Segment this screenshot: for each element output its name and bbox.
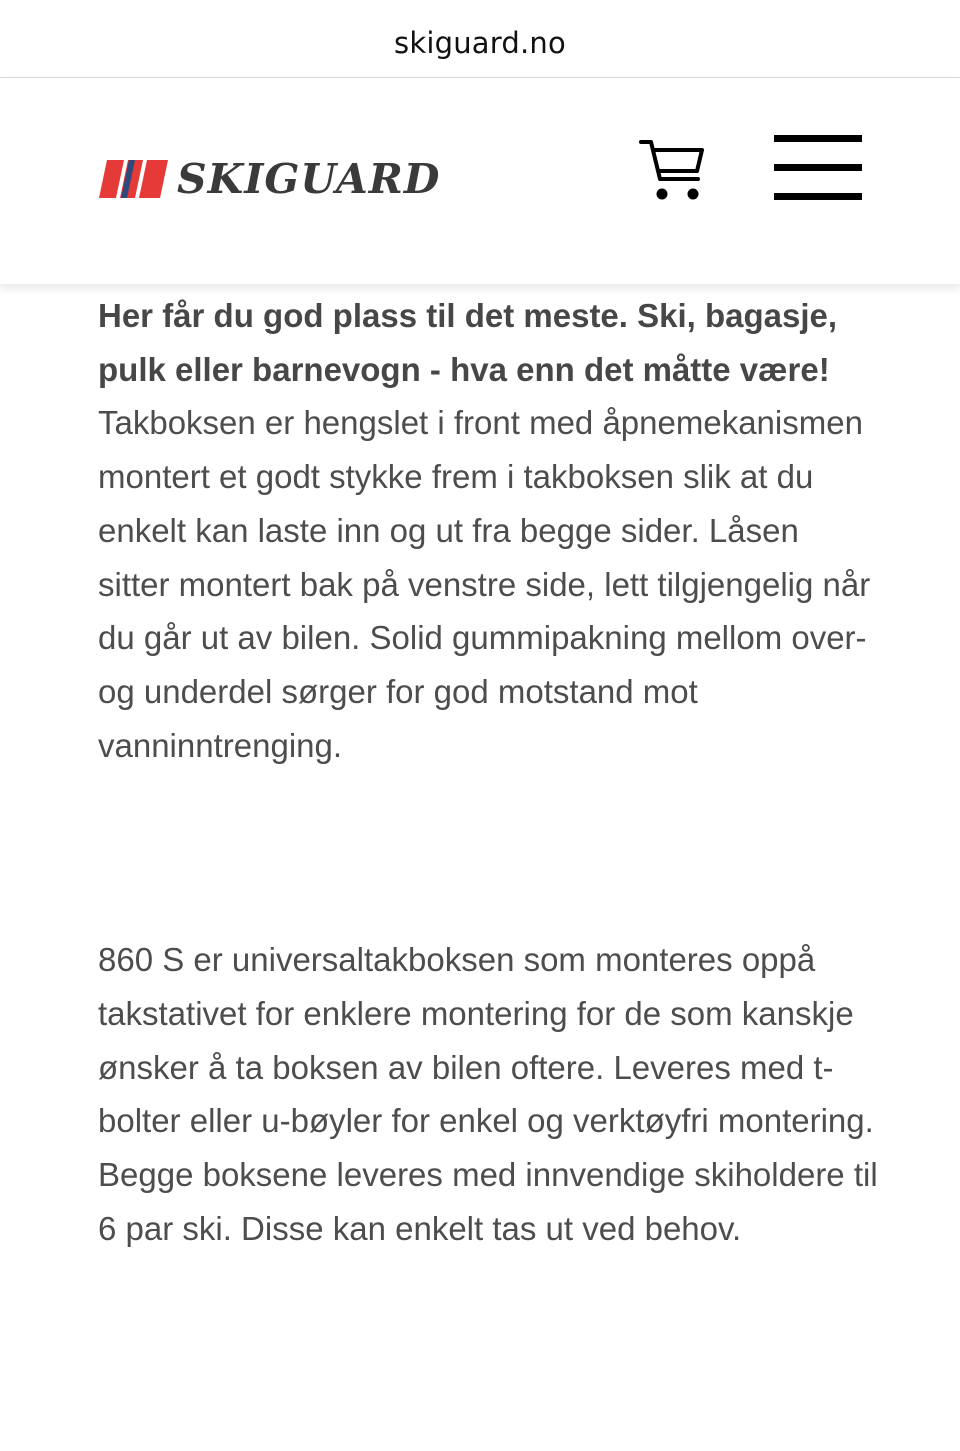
hamburger-menu-icon xyxy=(774,193,862,200)
menu-button[interactable] xyxy=(774,134,864,202)
site-logo[interactable] xyxy=(97,155,441,203)
hamburger-menu-icon xyxy=(774,135,862,142)
product-description xyxy=(98,289,878,1256)
hamburger-menu-icon xyxy=(774,164,862,171)
url-text[interactable]: skiguard.no xyxy=(394,26,566,60)
browser-address-bar[interactable] xyxy=(0,0,960,78)
cart-icon xyxy=(638,136,708,204)
site-header xyxy=(0,78,960,284)
description-paragraph-3: Begge boksene leveres med innvendige skiholdere til 6 par ski. Disse kan enkelt tas ut ved behov. xyxy=(98,1156,878,1247)
description-paragraph-1: Takboksen er hengslet i front med åpnemekanismen montert et godt stykke frem i takboksen slik at du enkelt kan laste inn og ut fra begge sider. Låsen sitter montert bak på venstre side, lett tilgjengelig når du går ut av bilen. Solid gummipakning mellom over- og underdel sørger for god motstand mot vanninntrenging. xyxy=(98,404,871,764)
logo-stripes-icon xyxy=(97,160,169,198)
cart-button[interactable] xyxy=(638,136,708,204)
description-paragraph-2: 860 S er universaltakboksen som monteres oppå takstativet for enklere montering for de som kanskje ønsker å ta boksen av bilen oftere. Leveres med t-bolter eller u-bøyler for enkel og verktøyfri montering. xyxy=(98,941,874,1140)
logo-text: SKIGUARD xyxy=(177,155,441,203)
description-lead: Her får du god plass til det meste. Ski, bagasje, pulk eller barnevogn - hva enn det måtte være! xyxy=(98,297,838,388)
